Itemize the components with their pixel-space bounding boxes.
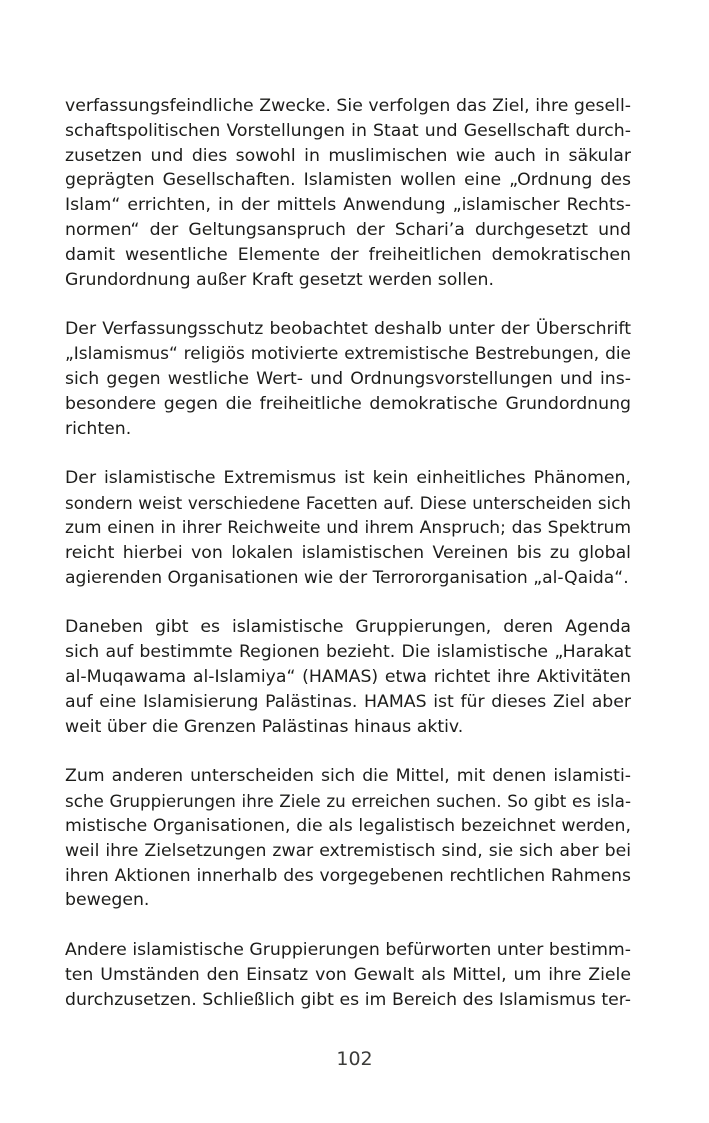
text-line: damit wesentliche Elemente der freiheitlichen demokratischen (65, 244, 631, 265)
paragraph (65, 764, 631, 913)
text-line: mistische Organisationen, die als legalistisch bezeichnet werden, (65, 815, 631, 836)
text-line: schaftspolitischen Vorstellungen in Staat und Gesellschaft durch- (65, 120, 631, 141)
text-line: Zum anderen unterscheiden sich die Mittel, mit denen islamisti- (65, 766, 631, 787)
text-line: weil ihre Zielsetzungen zwar extremistisch sind, sie sich aber bei (65, 840, 631, 861)
text-line: Islam“ errichten, in der mittels Anwendung „islamischer Rechts- (65, 195, 631, 216)
text-line: Grundordnung außer Kraft gesetzt werden sollen. (65, 269, 494, 290)
text-line: sondern weist verschiedene Facetten auf. Diese unterscheiden sich (65, 493, 631, 514)
text-line: „Islamismus“ religiös motivierte extremistische Bestrebungen, die (65, 344, 631, 365)
text-line: Andere islamistische Gruppierungen befürworten unter bestimm- (65, 940, 631, 961)
text-line: geprägten Gesellschaften. Islamisten wollen eine „Ordnung des (65, 170, 631, 191)
text-line: normen“ der Geltungsanspruch der Schari’a durchgesetzt und (65, 219, 631, 240)
text-line: reicht hierbei von lokalen islamistischen Vereinen bis zu global (65, 542, 631, 563)
paragraph (65, 615, 631, 739)
paragraph (65, 94, 631, 292)
text-line: Der islamistische Extremismus ist kein einheitliches Phänomen, (65, 468, 631, 489)
text-line: sich gegen westliche Wert- und Ordnungsvorstellungen und ins- (65, 368, 631, 389)
page-number: 102 (336, 1048, 373, 1070)
paragraph (65, 317, 631, 441)
text-line: durchzusetzen. Schließlich gibt es im Bereich des Islamismus ter- (65, 989, 631, 1010)
text-line: Daneben gibt es islamistische Gruppierungen, deren Agenda (65, 617, 631, 638)
text-line: richten. (65, 418, 132, 439)
text-line: Der Verfassungsschutz beobachtet deshalb unter der Überschrift (65, 319, 631, 340)
page-body (65, 94, 631, 1038)
text-line: sche Gruppierungen ihre Ziele zu erreichen suchen. So gibt es isla- (65, 791, 631, 812)
text-line: al-Muqawama al-Islamiya“ (HAMAS) etwa richtet ihre Aktivitäten (65, 666, 631, 687)
paragraph (65, 466, 631, 590)
paragraph (65, 938, 631, 1012)
text-line: besondere gegen die freiheitliche demokratische Grundordnung (65, 393, 631, 414)
text-line: verfassungsfeindliche Zwecke. Sie verfolgen das Ziel, ihre gesell- (65, 96, 631, 116)
text-line: weit über die Grenzen Palästinas hinaus aktiv. (65, 716, 464, 737)
text-line: ten Umständen den Einsatz von Gewalt als Mittel, um ihre Ziele (65, 964, 631, 985)
text-line: bewegen. (65, 890, 150, 911)
text-line: agierenden Organisationen wie der Terrororganisation „al-Qaida“. (65, 567, 629, 588)
text-line: ihren Aktionen innerhalb des vorgegebenen rechtlichen Rahmens (65, 865, 631, 886)
text-line: sich auf bestimmte Regionen bezieht. Die islamistische „Harakat (65, 642, 631, 663)
text-line: zusetzen und dies sowohl in muslimischen wie auch in säkular (65, 145, 631, 166)
text-line: zum einen in ihrer Reichweite und ihrem Anspruch; das Spektrum (65, 517, 631, 538)
text-line: auf eine Islamisierung Palästinas. HAMAS ist für dieses Ziel aber (65, 691, 631, 712)
